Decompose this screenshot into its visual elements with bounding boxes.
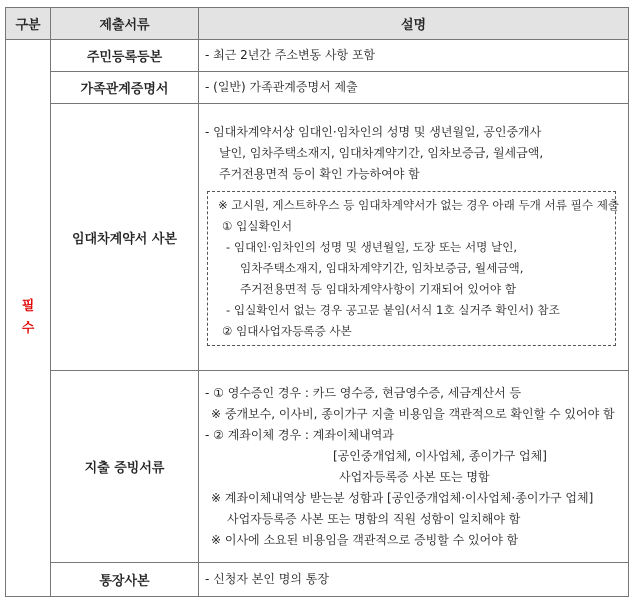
box-line: ① 입실확인서: [222, 219, 293, 234]
required-documents-table: [5, 7, 629, 597]
description-cell: [199, 562, 629, 596]
description-line: ※ 이사에 소요된 비용임을 객관적으로 증빙할 수 있어야 함: [211, 532, 519, 547]
table-row: [6, 104, 629, 371]
box-line: ② 임대사업자등록증 사본: [222, 324, 352, 339]
description-line: ※ 중개보수, 이사비, 종이가구 지출 비용임을 객관적으로 확인할 수 있어야 함: [211, 406, 615, 421]
description-cell: [199, 371, 629, 563]
header-category: 구분: [6, 8, 51, 40]
table-row: [6, 562, 629, 596]
description-line: 사업자등록증 사본 또는 명함: [339, 469, 490, 484]
document-name: 지출 증빙서류: [51, 371, 199, 563]
category-label-2: 수: [21, 321, 35, 337]
description-line: - 신청자 본인 명의 통장: [205, 571, 329, 586]
description-line: - 임대차계약서상 임대인·임차인의 성명 및 생년월일, 공인중개사: [205, 125, 542, 140]
document-name: 임대차계약서 사본: [51, 104, 199, 371]
category-cell: [6, 40, 51, 597]
box-line: 임차주택소재지, 임대차계약기간, 임차보증금, 월세금액,: [240, 261, 524, 276]
description-line: - ① 영수증인 경우 : 카드 영수증, 현금영수증, 세금계산서 등: [205, 385, 522, 400]
exception-note-box: [207, 191, 620, 346]
description-line: - 최근 2년간 주소변동 사항 포함: [205, 48, 376, 63]
description-line: ※ 계좌이체내역상 받는분 성함과 [공인중개업체·이사업체·종이가구 업체]: [211, 490, 594, 505]
description-line: - (일반) 가족관계증명서 제출: [205, 80, 358, 95]
description-line: 날인, 임차주택소재지, 임대차계약기간, 임차보증금, 월세금액,: [219, 146, 544, 161]
table-row: [6, 371, 629, 563]
description-line: [공인중개업체, 이사업체, 종이가구 업체]: [333, 448, 547, 463]
document-name: 주민등록등본: [51, 40, 199, 72]
box-line: ※ 고시원, 게스트하우스 등 임대차계약서가 없는 경우 아래 두개 서류 필수 제출: [218, 198, 620, 213]
box-line: 주거전용면적 등 임대차계약사항이 기재되어 있어야 함: [240, 282, 517, 297]
document-name: 통장사본: [51, 562, 199, 596]
description-cell: [199, 40, 629, 72]
description-line: 주거전용면적 등이 확인 가능하여야 함: [219, 167, 420, 182]
table-row: [6, 40, 629, 72]
document-name: 가족관계증명서: [51, 72, 199, 104]
box-line: - 입실확인서 없는 경우 공고문 붙임(서식 1호 실거주 확인서) 참조: [226, 303, 560, 318]
header-description: 설명: [199, 8, 629, 40]
description-cell: [199, 104, 629, 371]
table-row: [6, 72, 629, 104]
description-line: - ② 계좌이체 경우 : 계좌이체내역과: [205, 427, 394, 442]
category-label-1: 필: [21, 299, 35, 315]
description-cell: [199, 72, 629, 104]
box-line: - 임대인·임차인의 성명 및 생년월일, 도장 또는 서명 날인,: [226, 240, 518, 255]
table-header-row: [6, 8, 629, 40]
description-line: 사업자등록증 사본 또는 명함의 직원 성함이 일치해야 함: [227, 511, 521, 526]
header-document: 제출서류: [51, 8, 199, 40]
